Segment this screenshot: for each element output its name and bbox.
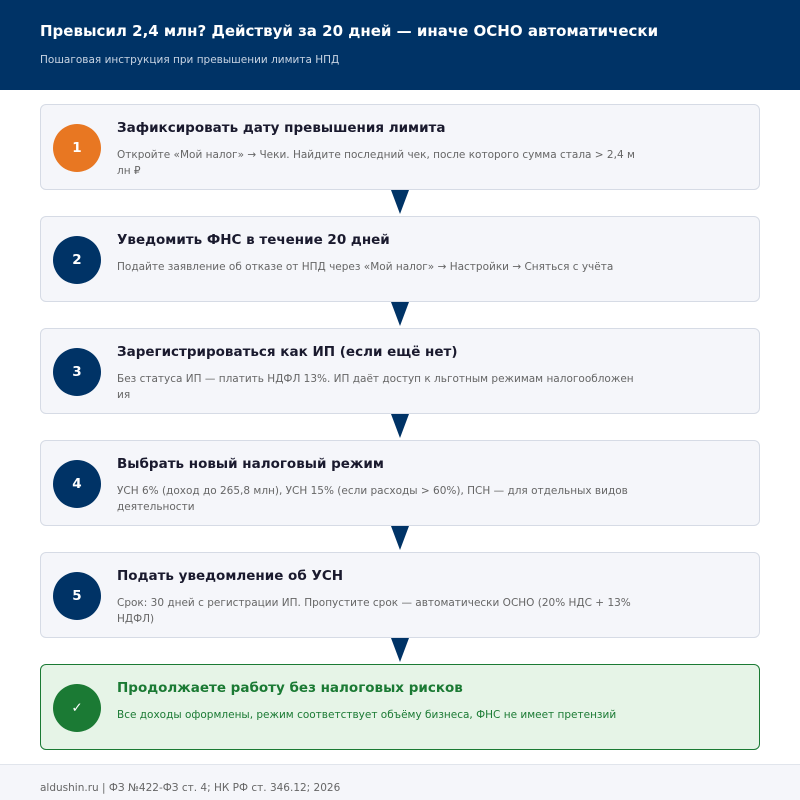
- step-5-card: [40, 552, 760, 638]
- step-number-badge: 3: [53, 348, 101, 396]
- step-title: Зарегистрироваться как ИП (если ещё нет): [117, 344, 458, 360]
- step-description: Откройте «Мой налог» → Чеки. Найдите последний чек, после которого сумма стала > 2,4 млн ₽: [117, 149, 635, 177]
- final-title: Продолжаете работу без налоговых рисков: [117, 680, 463, 696]
- step-title: Зафиксировать дату превышения лимита: [117, 120, 446, 136]
- step-description: Без статуса ИП — платить НДФЛ 13%. ИП даёт доступ к льготным режимам налогообложения: [117, 373, 634, 401]
- step-2-card: [40, 216, 760, 302]
- step-description: УСН 6% (доход до 265,8 млн), УСН 15% (если расходы > 60%), ПСН — для отдельных видов деятельности: [117, 485, 628, 513]
- step-1-card: [40, 104, 760, 190]
- flow-arrow-down-icon: [391, 302, 409, 326]
- step-number-badge: 4: [53, 460, 101, 508]
- step-title: Выбрать новый налоговый режим: [117, 456, 384, 472]
- footer-source-text: aldushin.ru | ФЗ №422-ФЗ ст. 4; НК РФ ст. 346.12; 2026: [40, 782, 341, 794]
- step-3-card: [40, 328, 760, 414]
- flow-arrow-down-icon: [391, 414, 409, 438]
- step-title: Подать уведомление об УСН: [117, 568, 344, 584]
- flow-arrow-down-icon: [391, 638, 409, 662]
- step-number-badge: 1: [53, 124, 101, 172]
- page-footer: [0, 764, 800, 800]
- step-4-card: [40, 440, 760, 526]
- step-number-badge: 5: [53, 572, 101, 620]
- final-result-card: [40, 664, 760, 750]
- step-description: Срок: 30 дней с регистрации ИП. Пропустите срок — автоматически ОСНО (20% НДС + 13% НДФЛ): [117, 597, 631, 625]
- page-title: Превысил 2,4 млн? Действуй за 20 дней — иначе ОСНО автоматически: [40, 22, 659, 40]
- step-description: Подайте заявление об отказе от НПД через «Мой налог» → Настройки → Сняться с учёта: [117, 261, 614, 273]
- step-title: Уведомить ФНС в течение 20 дней: [117, 232, 390, 248]
- checkmark-icon: ✓: [53, 684, 101, 732]
- step-number-badge: 2: [53, 236, 101, 284]
- page-subtitle: Пошаговая инструкция при превышении лимита НПД: [40, 54, 340, 66]
- flow-arrow-down-icon: [391, 526, 409, 550]
- flow-arrow-down-icon: [391, 190, 409, 214]
- page-header: [0, 0, 800, 90]
- final-description: Все доходы оформлены, режим соответствует объёму бизнеса, ФНС не имеет претензий: [117, 709, 617, 721]
